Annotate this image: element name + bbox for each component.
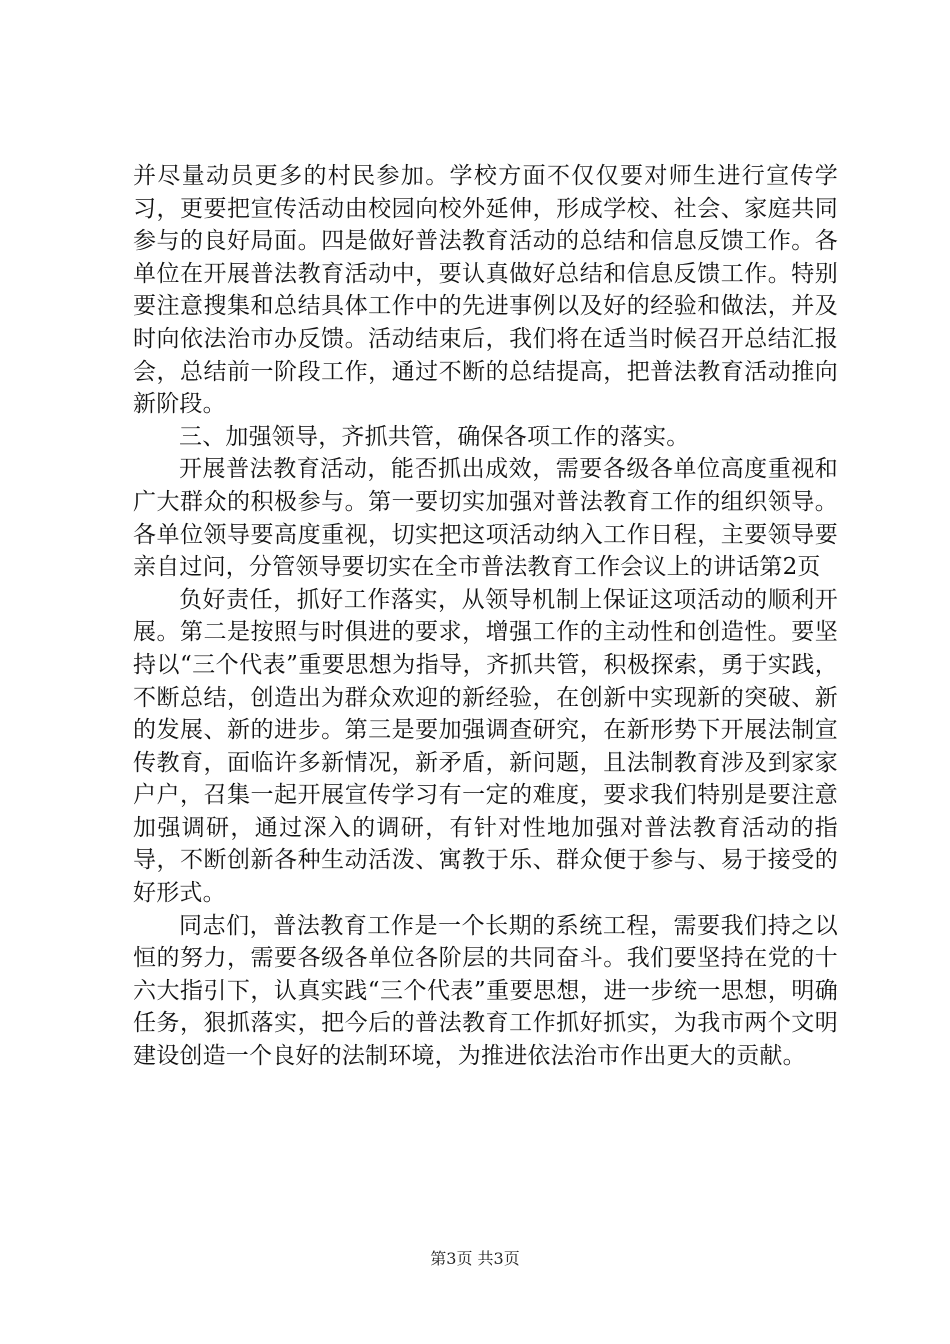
paragraph-1: 并尽量动员更多的村民参加。学校方面不仅仅要对师生进行宣传学习，更要把宣传活动由校园向校外延伸，形成学校、社会、家庭共同参与的良好局面。四是做好普法教育活动的总结和信息反馈工作。各单位在开展普法教育活动中，要认真做好总结和信息反馈工作。特别要注意搜集和总结具体工作中的先进事例以及好的经验和做法，并及时向依法治市办反馈。活动结束后，我们将在适当时候召开总结汇报会，总结前一阶段工作，通过不断的总结提高，把普法教育活动推向新阶段。 [133, 163, 838, 418]
section-heading-3: 三、加强领导，齐抓共管，确保各项工作的落实。 [179, 423, 690, 450]
paragraph-4: 负好责任，抓好工作落实，从领导机制上保证这项活动的顺利开展。第二是按照与时俱进的要求，增强工作的主动性和创造性。要坚持以“三个代表”重要思想为指导，齐抓共管，积极探索，勇于实践，不断总结，创造出为群众欢迎的新经验，在创新中实现新的突破、新的发展、新的进步。第三是要加强调查研究，在新形势下开展法制宣传教育，面临许多新情况，新矛盾，新问题，且法制教育涉及到家家户户，召集一起开展宣传学习有一定的难度，要求我们特别是要注意加强调研，通过深入的调研，有针对性地加强对普法教育活动的指导，不断创新各种生动活泼、寓教于乐、群众便于参与、易于接受的好形式。 [133, 586, 838, 907]
page-footer: 第3页 共3页 [430, 1249, 520, 1268]
paragraph-3: 开展普法教育活动，能否抓出成效，需要各级各单位高度重视和广大群众的积极参与。第一要切实加强对普法教育工作的组织领导。各单位领导要高度重视，切实把这项活动纳入工作日程，主要领导要亲自过问，分管领导要切实在全市普法教育工作会议上的讲话第2页 [133, 456, 838, 581]
document-body [133, 160, 838, 1073]
paragraph-5: 同志们，普法教育工作是一个长期的系统工程，需要我们持之以恒的努力，需要各级各单位各阶层的共同奋斗。我们要坚持在党的十六大指引下，认真实践“三个代表”重要思想，进一步统一思想，明确任务，狠抓落实，把今后的普法教育工作抓好抓实，为我市两个文明建设创造一个良好的法制环境，为推进依法治市作出更大的贡献。 [133, 912, 838, 1070]
